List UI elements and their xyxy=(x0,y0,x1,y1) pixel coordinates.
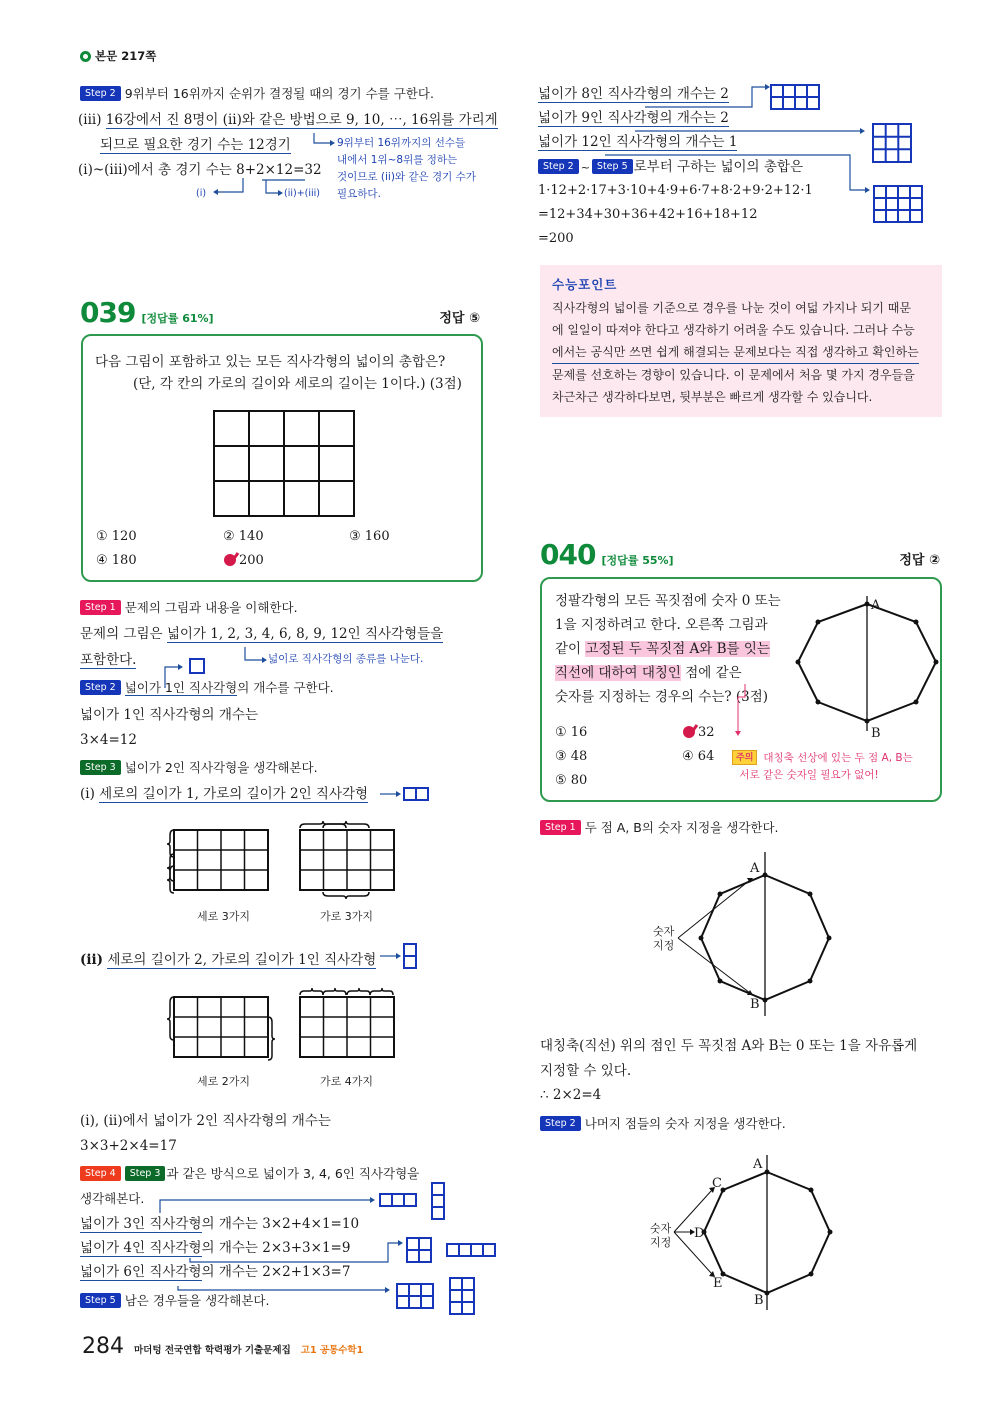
sum-line2: =12+34+30+36+42+16+18+12 xyxy=(538,207,758,222)
caption-case-i-horizontal: 가로 3가지 xyxy=(320,910,373,923)
sol039-step2: Step 2 넓이가 1인 직사각형의 개수를 구한다. xyxy=(80,676,334,700)
area6-line: 넓이가 6인 직사각형의 개수는 2×2+1×3=7 xyxy=(80,1264,351,1280)
question-number: 039 xyxy=(80,296,136,329)
top-left-line3: (i)~(iii)에서 총 경기 수는 8+2×12=32 xyxy=(78,162,322,178)
grid-3x1-icon xyxy=(432,1183,444,1219)
sol040-fig2 xyxy=(640,1150,880,1310)
subject-label: 고1 공통수학1 xyxy=(300,1345,364,1356)
sol040-step1: Step 1 두 점 A, B의 숫자 지정을 생각한다. xyxy=(540,816,779,840)
label-ii-iii: (ii)+(iii) xyxy=(284,188,320,199)
fig1-vertex-a: A xyxy=(750,861,760,876)
sol039-s1-line1: 문제의 그림은 넓이가 1, 2, 3, 4, 6, 8, 9, 12인 직사각형들을 xyxy=(80,626,444,642)
step4-diagrams xyxy=(0,0,520,1330)
grid-3x3-icon xyxy=(873,124,911,162)
fig2-vertex-b: B xyxy=(754,1293,764,1308)
vertex-b-label: B xyxy=(871,726,881,741)
correct-rate: [정답률 61%] xyxy=(141,312,214,325)
grid-3x2-icon xyxy=(450,1278,474,1314)
sol039-s1-line2: 포함한다. xyxy=(80,652,137,668)
q040-line3: 같이 고정된 두 꼭짓점 A와 B를 잇는 xyxy=(555,641,770,657)
fig1-assign-label: 숫자 지정 xyxy=(653,925,675,952)
area9-line: 넓이가 9인 직사각형의 개수는 2 xyxy=(538,110,729,126)
sol039-case-ii: (ii) 세로의 길이가 2, 가로의 길이가 1인 직사각형 xyxy=(80,952,377,968)
caption-case-ii-vertical: 세로 2가지 xyxy=(197,1075,250,1088)
sum-line3: =200 xyxy=(538,231,574,246)
top-left-note: 9위부터 16위까지의 선수들 내에서 1위~8위를 정하는 것이므로 (ii)와 같은 경기 수가 필요하다. xyxy=(337,137,476,200)
caption-case-i-vertical: 세로 3가지 xyxy=(197,910,250,923)
q039-question: 다음 그림이 포함하고 있는 모든 직사각형의 넓이의 총합은? xyxy=(95,354,446,370)
q040-line5: 숫자를 지정하는 경우의 수는? (3점) xyxy=(555,689,769,705)
sol040-step2: Step 2 나머지 점들의 숫자 지정을 생각한다. xyxy=(540,1112,786,1136)
grid-2x3-icon xyxy=(397,1284,433,1308)
area3-line: 넓이가 3인 직사각형의 개수는 3×2+4×1=10 xyxy=(80,1216,360,1232)
sol039-step4: Step 4 Step 3 과 같은 방식으로 넓이가 3, 4, 6인 직사각형을 xyxy=(80,1162,419,1186)
grid-1x4-icon xyxy=(447,1244,495,1256)
choice-4[interactable]: ④ 64 xyxy=(682,749,715,764)
sol039-step5: Step 5 남은 경우들을 생각해본다. xyxy=(80,1289,269,1313)
vertex-a-label: A xyxy=(871,598,881,613)
sol040-line3: ∴ 2×2=4 xyxy=(540,1087,602,1103)
exam-point-title: 수능포인트 xyxy=(552,277,618,292)
caption-case-ii-horizontal: 가로 4가지 xyxy=(320,1075,373,1088)
choice-5-correct[interactable]: 200 xyxy=(223,549,264,573)
label-i: (i) xyxy=(196,188,207,199)
sol039-step3: Step 3 넓이가 2인 직사각형을 생각해본다. xyxy=(80,756,318,780)
choice-1[interactable]: ① 16 xyxy=(555,725,588,740)
sum-intro: Step 2 ~ Step 5 로부터 구하는 넓이의 총합은 xyxy=(538,155,803,180)
fig2-assign-label: 숫자 지정 xyxy=(650,1222,672,1249)
choice-4[interactable]: ④ 180 xyxy=(96,553,137,568)
q040-line1: 정팔각형의 모든 꼭짓점에 숫자 0 또는 xyxy=(555,593,781,609)
page-number: 284 xyxy=(82,1334,124,1359)
choice-1[interactable]: ① 120 xyxy=(96,529,137,544)
answer-label: 정답 ⑤ xyxy=(439,311,480,326)
area12-line: 넓이가 12인 직사각형의 개수는 1 xyxy=(538,134,738,150)
sol039-s1-note: 넓이로 직사각형의 종류를 나눈다. xyxy=(268,653,424,665)
fig2-vertex-a: A xyxy=(753,1157,763,1172)
exam-point-box: 수능포인트 직사각형의 넓이를 기준으로 경우를 나눈 것이 여덟 가지나 되기 때문 에 일일이 따져야 한다고 생각하기 어려울 수도 있습니다. 그러나 수능 에서는 공식만 쓰면 쉽게 해결되는 문제보다는 직접 생각하고 확인하는 문제를 선호하는 경향이 있습니다. 이 문제에서 처음 몇 가지 경우들을 차근차근 생각하다보면, 뒷부분은 빠르게 생각할 수 있습니다. xyxy=(540,265,942,417)
page-ref: 본문 217쪽 xyxy=(80,48,156,64)
choice-3[interactable]: ③ 160 xyxy=(349,529,390,544)
step-badge: Step 2 xyxy=(80,86,121,101)
q040-line2: 1을 지정하려고 한다. 오른쪽 그림과 xyxy=(555,617,768,633)
top-left-line2: 되므로 필요한 경기 수는 12경기 xyxy=(100,137,291,153)
grid-3x4-icon xyxy=(874,186,922,222)
fig2-vertex-e: E xyxy=(713,1276,723,1291)
fig2-vertex-c: C xyxy=(712,1176,722,1191)
caution-note: 주의 대칭축 선상에 있는 두 점 A, B는 서로 같은 숫자일 필요가 없어! xyxy=(732,750,913,784)
sol040-line1: 대칭축(직선) 위의 점인 두 꼭짓점 A와 B는 0 또는 1을 자유롭게 xyxy=(540,1038,918,1054)
area8-line: 넓이가 8인 직사각형의 개수는 2 xyxy=(538,86,729,102)
q039-condition: (단, 각 칸의 가로의 길이와 세로의 길이는 1이다.) (3점) xyxy=(133,376,462,392)
sol040-fig1 xyxy=(640,850,880,1020)
caution-badge: 주의 xyxy=(732,750,757,765)
answer-label: 정답 ② xyxy=(899,553,940,568)
choice-5[interactable]: ⑤ 80 xyxy=(555,773,588,788)
sol039-case-i: (i) 세로의 길이가 1, 가로의 길이가 2인 직사각형 xyxy=(80,786,369,802)
grid-2x4-icon xyxy=(771,85,819,109)
question-number: 040 xyxy=(540,538,596,571)
footer xyxy=(82,1334,363,1359)
sum-line1: 1·12+2·17+3·10+4·9+6·7+8·2+9·2+12·1 xyxy=(538,183,813,198)
sol039-s2-line2: 3×4=12 xyxy=(80,732,137,748)
choice-2-correct[interactable]: 32 xyxy=(682,721,715,745)
area4-line: 넓이가 4인 직사각형의 개수는 2×3+3×1=9 xyxy=(80,1240,351,1256)
top-left-line1: (iii) 16강에서 진 8명이 (ii)와 같은 방법으로 9, 10, ⋯, 16위를 가리게 xyxy=(78,112,498,128)
top-left-step2: Step 2 9위부터 16위까지 순위가 결정될 때의 경기 수를 구한다. xyxy=(80,82,434,106)
sol040-line2: 지정할 수 있다. xyxy=(540,1063,632,1079)
q040-line4: 직선에 대하여 대칭인 점에 같은 xyxy=(555,665,742,681)
correct-rate: [정답률 55%] xyxy=(601,554,674,567)
sol039-s3-sum2: 3×3+2×4=17 xyxy=(80,1138,177,1154)
sol039-s2-line1: 넓이가 1인 직사각형의 개수는 xyxy=(80,707,258,723)
grid-2x2-icon xyxy=(407,1238,431,1262)
choice-2[interactable]: ② 140 xyxy=(223,529,264,544)
q040-header xyxy=(540,538,940,571)
sol039-step1: Step 1 문제의 그림과 내용을 이해한다. xyxy=(80,596,298,620)
fig1-vertex-b: B xyxy=(750,997,760,1012)
book-title: 마더텅 전국연합 학력평가 기출문제집 xyxy=(134,1345,291,1356)
q040-box xyxy=(540,577,942,802)
sol039-s3-sum1: (i), (ii)에서 넓이가 2인 직사각형의 개수는 xyxy=(80,1113,331,1129)
grid-1x3-icon xyxy=(380,1194,416,1206)
fig2-vertex-d: D xyxy=(694,1226,705,1241)
octagon-figure xyxy=(792,594,942,749)
sol039-step4-line2: 생각해본다. xyxy=(80,1191,145,1206)
choice-3[interactable]: ③ 48 xyxy=(555,749,588,764)
